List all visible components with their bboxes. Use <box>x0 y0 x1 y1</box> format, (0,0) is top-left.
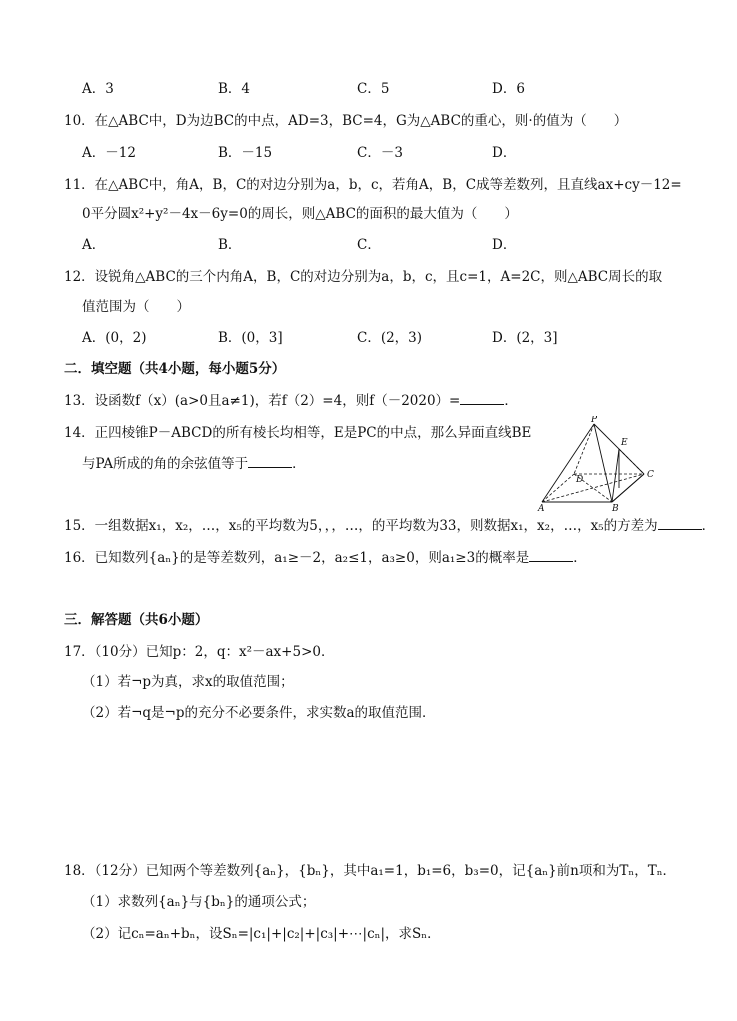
question-14-line-2 <box>82 455 306 473</box>
question-16-text: 16．已知数列{aₙ}的是等差数列，a₁≥－2，a₂≤1，a₃≥0，则a₁≥3的概率是 <box>64 550 530 566</box>
q10-option-b: B．－15 <box>218 145 273 161</box>
question-13-end: ． <box>504 393 518 409</box>
answer-blank-14 <box>248 455 292 468</box>
question-16 <box>64 549 587 567</box>
pyramid-figure <box>536 416 666 512</box>
vertex-label-d: D <box>576 475 584 485</box>
answer-blank-16 <box>529 549 573 562</box>
question-18: 18．（12分）已知两个等差数列{aₙ}，{bₙ}，其中a₁=1，b₁=6，b₃=0，记{aₙ}前n项和为Tₙ，Tₙ． <box>64 863 677 879</box>
question-14-end: ． <box>292 456 306 472</box>
q10-option-c: C．－3 <box>357 145 403 161</box>
q10-option-d: D． <box>492 145 517 161</box>
q11-option-d: D． <box>492 237 517 253</box>
question-15 <box>64 517 715 535</box>
question-13-text: 13．设函数f（x）(a>0且a≠1)，若f（2）=4，则f（－2020）= <box>64 393 461 409</box>
q11-option-c: C． <box>357 237 381 253</box>
q9-option-c: C．5 <box>357 81 390 97</box>
section-3-heading: 三．解答题（共6小题） <box>64 612 209 628</box>
question-16-end: ． <box>573 550 587 566</box>
question-10: 10．在△ABC中，D为边BC的中点，AD=3，BC=4，G为△ABC的重心，则·的值为（ ） <box>64 113 628 129</box>
q11-option-b: B． <box>218 237 242 253</box>
q9-option-a: A．3 <box>82 81 114 97</box>
question-12-line-2: 值范围为（ ） <box>82 299 190 315</box>
vertex-label-b: B <box>612 504 619 512</box>
q10-option-a: A．－12 <box>82 145 136 161</box>
q12-option-b: B．(0，3] <box>218 330 283 346</box>
question-17-part-1: （1）若¬p为真，求x的取值范围； <box>82 674 294 690</box>
question-11-line-1: 11．在△ABC中，角A，B，C的对边分别为a，b，c，若角A，B，C成等差数列，且直线ax+cy－12= <box>64 177 682 193</box>
question-17: 17．（10分）已知p：2，q：x²－ax+5>0． <box>64 644 335 660</box>
question-18-part-2: （2）记cₙ=aₙ+bₙ，设Sₙ=|c₁|+|c₂|+|c₃|+⋯|cₙ|，求Sₙ． <box>82 926 441 942</box>
answer-blank-13 <box>460 392 504 405</box>
question-11-line-2: 0平分圆x²+y²－4x－6y=0的周长，则△ABC的面积的最大值为（ ） <box>82 206 518 222</box>
question-14-text: 与PA所成的角的余弦值等于 <box>82 456 249 472</box>
vertex-label-a: A <box>538 504 545 512</box>
question-18-part-1: （1）求数列{aₙ}与{bₙ}的通项公式； <box>82 894 316 910</box>
q12-option-a: A．(0，2) <box>82 330 147 346</box>
q11-option-a: A． <box>82 237 106 253</box>
section-2-heading: 二．填空题（共4小题，每小题5分） <box>64 361 286 377</box>
question-14-line-1: 14．正四棱锥P－ABCD的所有棱长均相等，E是PC的中点，那么异面直线BE <box>64 425 532 441</box>
vertex-label-c: C <box>647 470 654 480</box>
question-12-line-1: 12．设锐角△ABC的三个内角A，B，C的对边分别为a，b，c，且c=1，A=2C，则△ABC周长的取 <box>64 269 663 285</box>
vertex-label-p: P <box>591 416 598 425</box>
question-17-part-2: （2）若¬q是¬p的充分不必要条件，求实数a的取值范围． <box>82 705 436 721</box>
answer-blank-15 <box>658 517 702 530</box>
q9-option-d: D．6 <box>492 81 525 97</box>
question-15-end: ． <box>701 518 716 534</box>
question-13 <box>64 392 518 410</box>
question-15-text: 15．一组数据x₁，x₂，…，x₅的平均数为5，，，…，的平均数为33，则数据x₁，x₂，…，x₅的方差为 <box>64 518 658 534</box>
q12-option-d: D．(2，3] <box>492 330 558 346</box>
q9-option-b: B．4 <box>218 81 251 97</box>
vertex-label-e: E <box>621 438 628 448</box>
q12-option-c: C．(2，3) <box>357 330 423 346</box>
